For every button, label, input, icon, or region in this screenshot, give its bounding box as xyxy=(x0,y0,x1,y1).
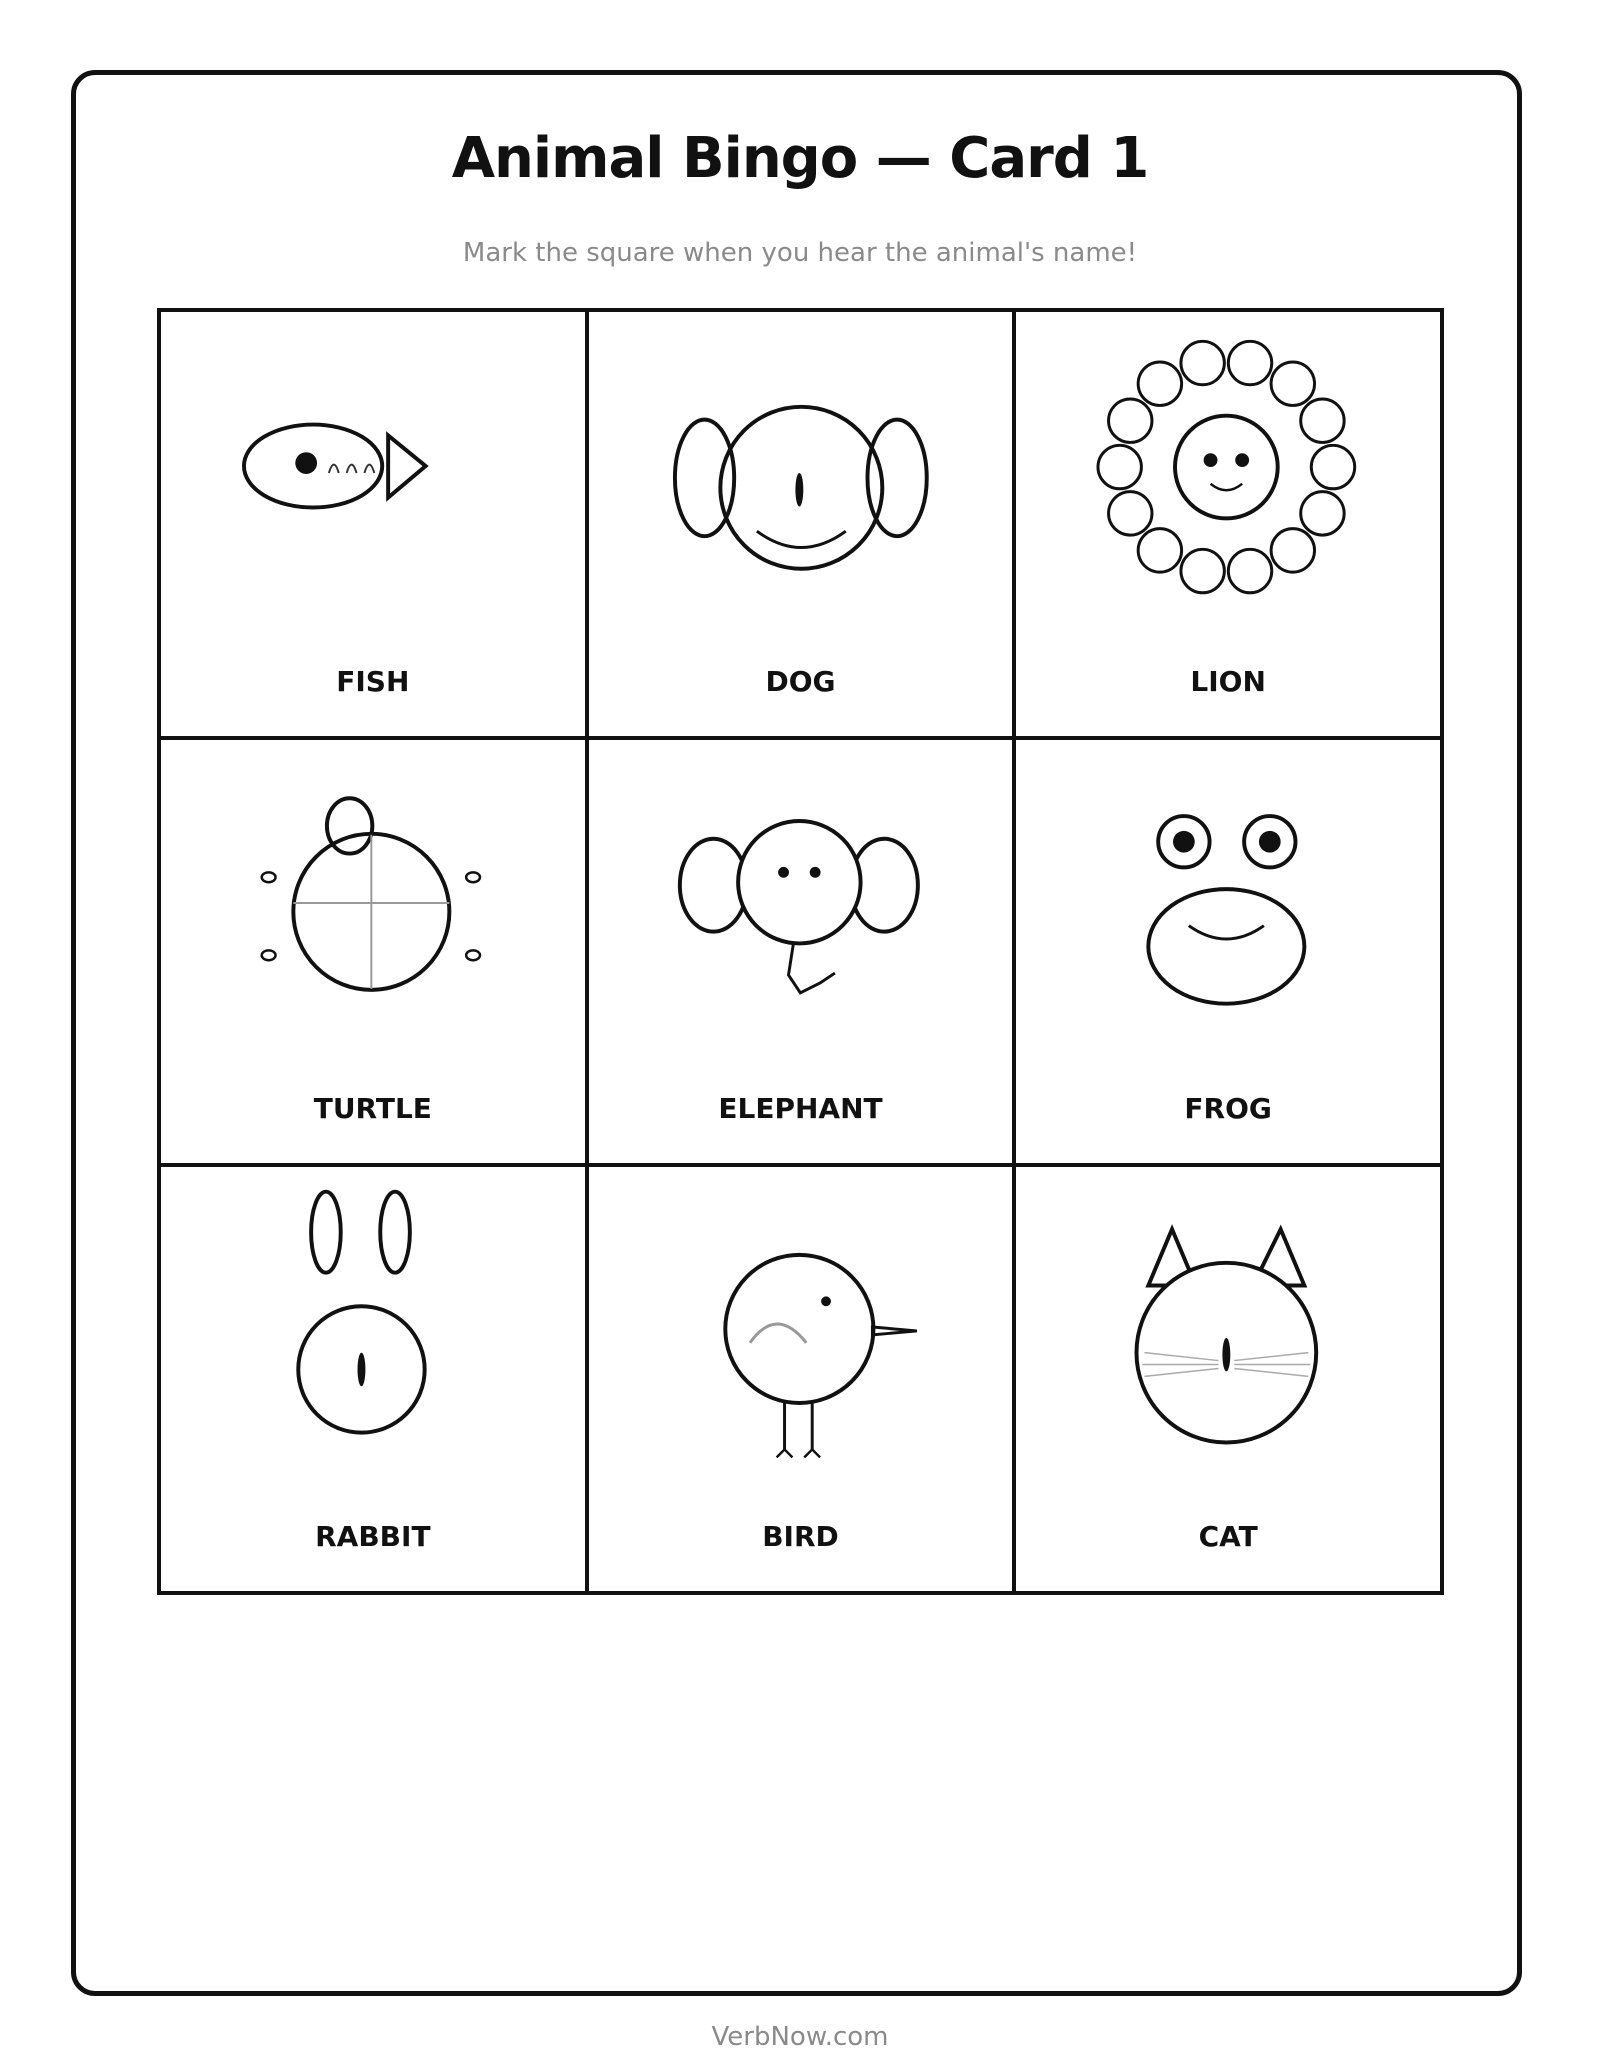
bingo-cell-cat[interactable] xyxy=(1014,1165,1442,1593)
bingo-cell-rabbit[interactable] xyxy=(159,1165,587,1593)
lion-mane-circle xyxy=(1301,399,1344,442)
lion-mane-circle xyxy=(1181,549,1224,592)
cell-label: BIRD xyxy=(762,1519,839,1553)
lion-mane-circle xyxy=(1301,492,1344,535)
cell-label: CAT xyxy=(1198,1519,1258,1553)
lion-mane-circle xyxy=(1098,445,1141,488)
lion-mane-circle xyxy=(1271,529,1314,572)
bingo-cell-elephant[interactable] xyxy=(587,738,1015,1166)
lion-mane-circle xyxy=(1109,399,1152,442)
page-subtitle: Mark the square when you hear the animal's name! xyxy=(462,238,1138,268)
lion-mane-circle xyxy=(1271,362,1314,405)
bingo-cell-frog[interactable] xyxy=(1014,738,1442,1166)
page-title: Animal Bingo — Card 1 xyxy=(451,126,1149,191)
cell-label: TURTLE xyxy=(313,1092,432,1126)
cell-label: FISH xyxy=(336,664,410,698)
cell-label: RABBIT xyxy=(315,1519,431,1553)
bingo-cell-dog[interactable] xyxy=(587,310,1015,738)
cell-label: FROG xyxy=(1184,1092,1272,1126)
cell-label: DOG xyxy=(765,664,836,698)
lion-mane-circle xyxy=(1312,445,1355,488)
bingo-cell-bird[interactable] xyxy=(587,1165,1015,1593)
lion-mane-circle xyxy=(1229,549,1272,592)
bingo-cell-fish[interactable] xyxy=(159,310,587,738)
lion-mane-circle xyxy=(1138,362,1181,405)
lion-mane-circle xyxy=(1138,529,1181,572)
cell-label: LION xyxy=(1190,664,1266,698)
lion-mane-circle xyxy=(1181,341,1224,384)
cell-label: ELEPHANT xyxy=(718,1092,883,1126)
bingo-grid xyxy=(157,308,1444,1595)
footer-credit: VerbNow.com xyxy=(711,2022,889,2052)
bingo-cell-turtle[interactable] xyxy=(159,738,587,1166)
bingo-cell-lion[interactable] xyxy=(1014,310,1442,738)
lion-mane-circle xyxy=(1229,341,1272,384)
lion-mane-circle xyxy=(1109,492,1152,535)
